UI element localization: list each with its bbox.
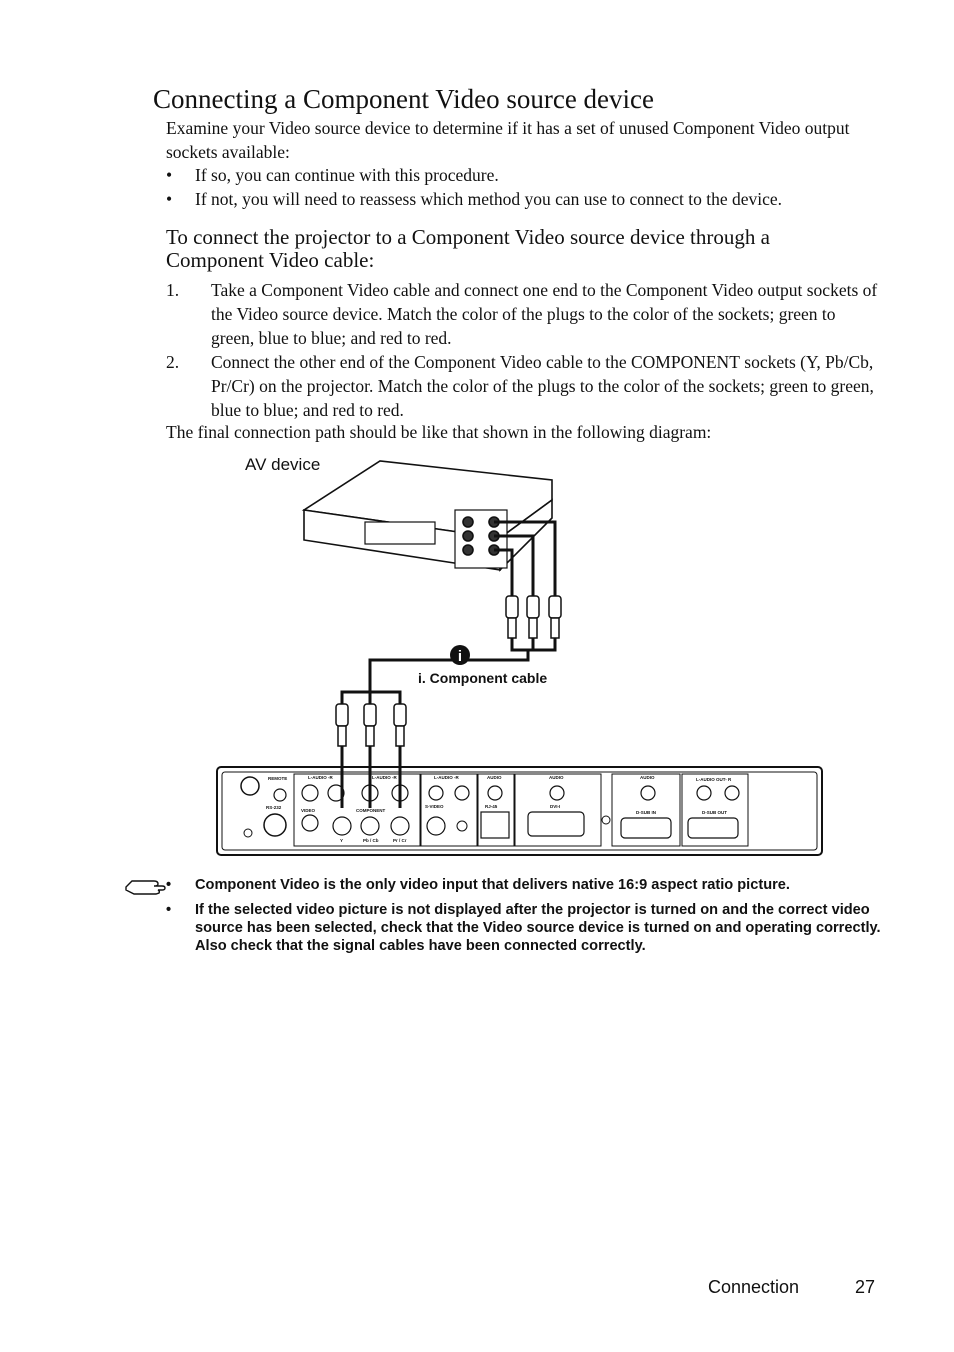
panel-label: L-AUDIO -R	[372, 775, 397, 780]
step-text: Take a Component Video cable and connect one end to the Component Video output sockets of the Video source device. Match the color of the plugs to the color of the sockets; green to green, blue to blue; and red to red.	[211, 280, 878, 348]
step-text-post: sockets (Y, Pb/Cb, Pr/Cr) on the projector. Match the color of the plugs to the color of the sockets; green to green, blue to blue; and red to red.	[211, 352, 874, 420]
panel-label: D-SUB IN	[636, 810, 656, 815]
panel-label: AUDIO	[487, 775, 502, 780]
panel-label: VIDEO	[301, 808, 316, 813]
note-item: • Component Video is the only video input that delivers native 16:9 aspect ratio picture.	[166, 877, 790, 893]
connection-diagram	[0, 440, 954, 870]
step-list	[166, 278, 878, 422]
bullet-dot: •	[166, 189, 173, 209]
panel-label: COMPONENT	[356, 808, 386, 813]
page-number: 27	[855, 1277, 876, 1297]
panel-label: AUDIO	[640, 775, 655, 780]
bullet-item: • If so, you can continue with this procedure.	[166, 165, 499, 185]
step-number: 2.	[166, 352, 180, 372]
av-device	[304, 461, 552, 570]
panel-label: Pb / Cb	[363, 838, 379, 843]
panel-label: RJ-45	[485, 804, 498, 809]
panel-label: L-AUDIO OUT- R	[696, 777, 732, 782]
bullet-dot: •	[166, 165, 173, 185]
callout-letter: i	[457, 648, 463, 665]
panel-label: D-SUB OUT	[702, 810, 727, 815]
section-subheading: To connect the projector to a Component Video source device through a Component Video cable:	[166, 225, 770, 272]
page-title: Connecting a Component Video source device	[153, 84, 655, 114]
step-item	[166, 350, 878, 422]
av-device-label: AV device	[245, 455, 321, 474]
panel-label: S-VIDEO	[425, 804, 444, 809]
rca-plugs-bottom	[336, 704, 406, 746]
step-text-pre: Connect the other end of the Component Video cable to the	[211, 352, 631, 372]
rca-plugs-top	[506, 596, 561, 638]
panel-label: REMOTE	[268, 776, 288, 781]
bullet-list	[166, 163, 782, 211]
component-keyword: COMPONENT	[630, 352, 740, 372]
panel-label: Pr / Cr	[393, 838, 407, 843]
footer-section: Connection	[708, 1277, 800, 1297]
note-bullet: •	[166, 877, 172, 893]
final-text: The final connection path should be like that shown in the following diagram:	[166, 422, 712, 442]
note-item: • If the selected video picture is not displayed after the projector is turned on and the correct video source has been selected, check that the Video source device is turned on and operating correctly. Also check that the signal cables have been connected correctly.	[166, 902, 881, 954]
panel-label: RS-232	[266, 805, 282, 810]
panel-label: Y	[340, 838, 344, 843]
panel-label: AUDIO	[549, 775, 564, 780]
step-number: 1.	[166, 280, 180, 300]
bullet-item: • If not, you will need to reassess which method you can use to connect to the device.	[166, 189, 783, 209]
intro-paragraph: Examine your Video source device to determine if it has a set of unused Component Video output sockets available:	[166, 118, 850, 162]
note-bullet: •	[166, 902, 172, 918]
notes-list	[166, 876, 882, 962]
callout-label: i. Component cable	[418, 670, 548, 686]
panel-label: L-AUDIO -R	[308, 775, 333, 780]
panel-label: L-AUDIO -R	[434, 775, 459, 780]
panel-label: DVI-I	[550, 804, 561, 809]
note-hand-icon	[124, 876, 166, 898]
step-item	[166, 278, 878, 350]
